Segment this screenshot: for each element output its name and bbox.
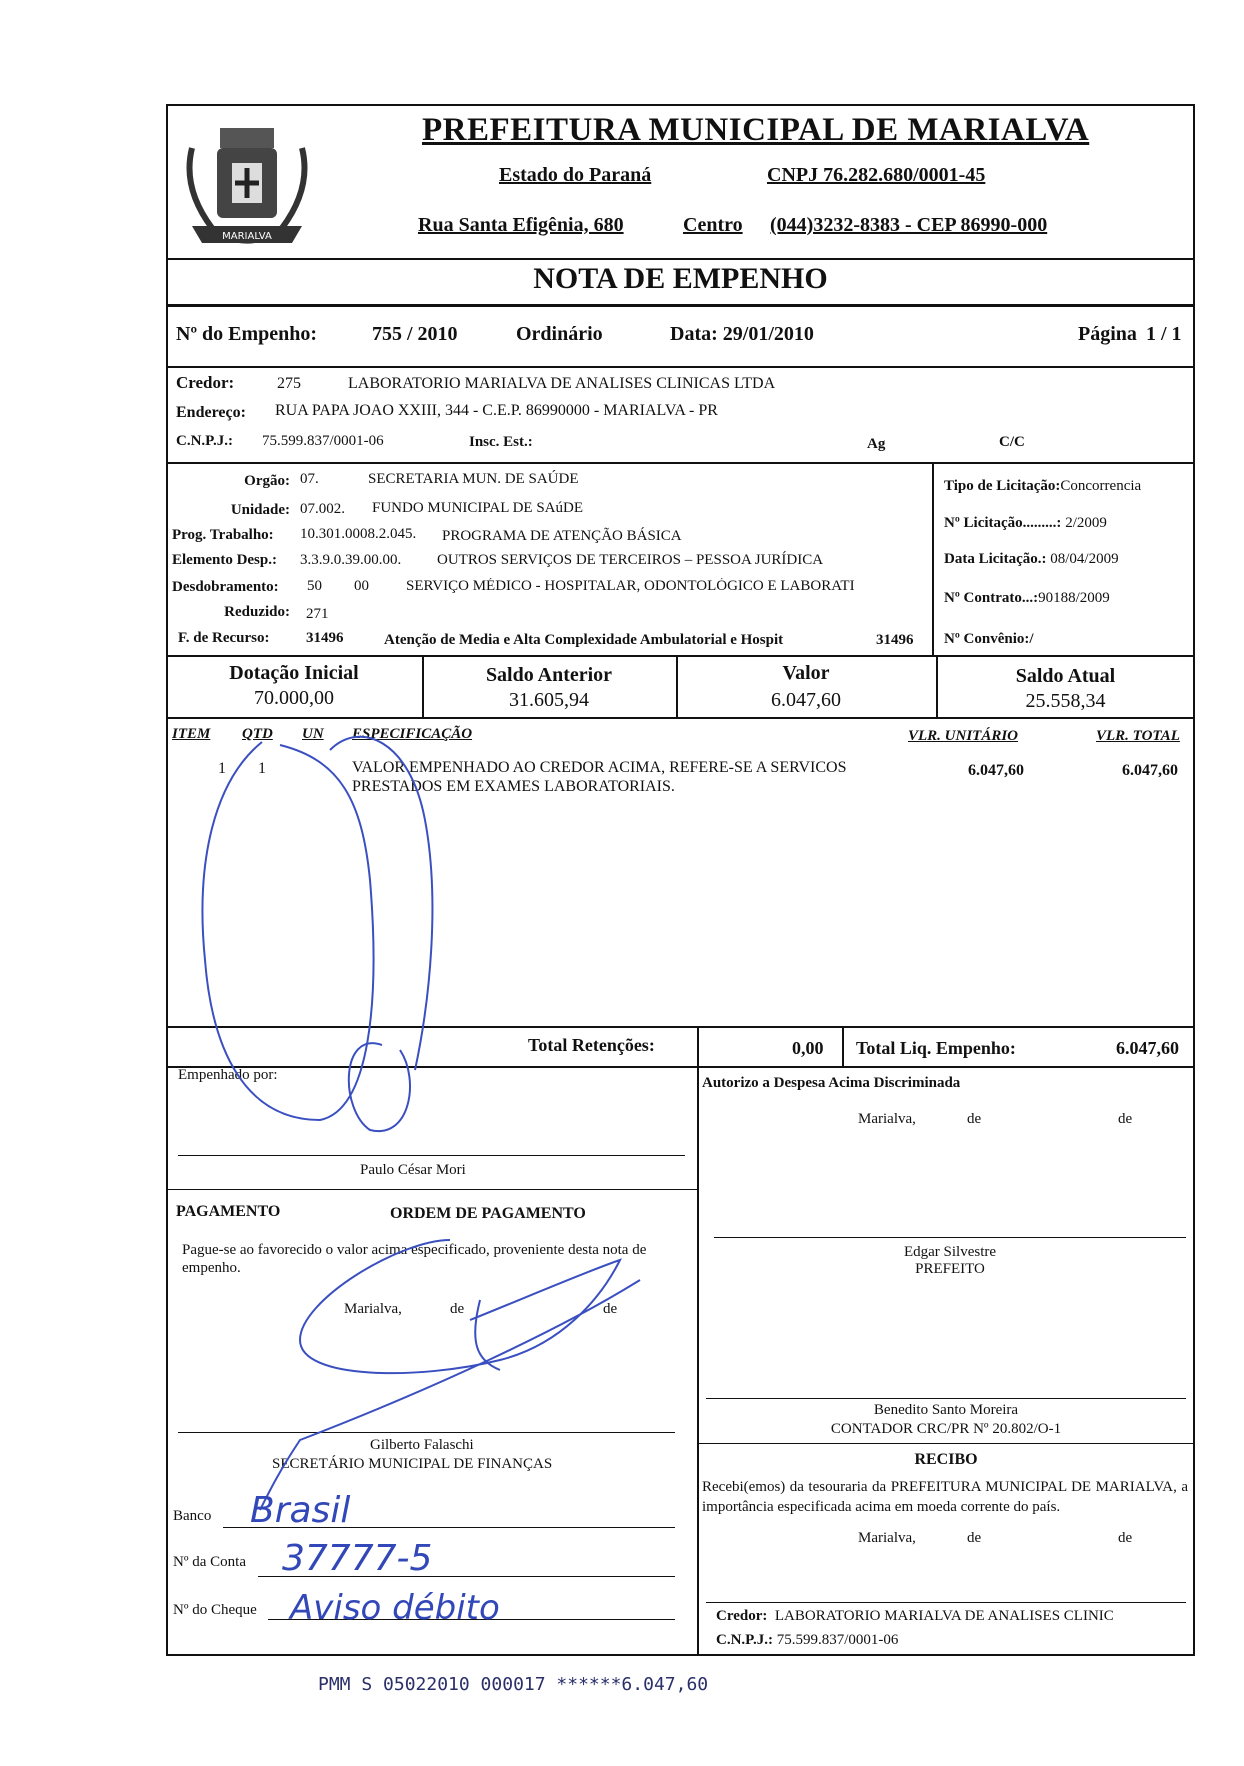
dotacao-label: Dotação Inicial <box>229 662 359 684</box>
col-especificacao: ESPECIFICAÇÃO <box>352 726 473 742</box>
col-un: UN <box>302 726 324 742</box>
svg-text:MARIALVA: MARIALVA <box>222 231 272 242</box>
recurso-code2: 31496 <box>876 632 914 648</box>
convenio-label: Nº Convênio:/ <box>944 631 1034 647</box>
prog-code: 10.301.0008.2.045. <box>300 526 417 542</box>
valor-value: 6.047,60 <box>771 689 841 711</box>
marialva-recibo: Marialva, <box>858 1530 916 1546</box>
endereco-value: RUA PAPA JOAO XXIII, 344 - C.E.P. 86990000 - MARIALVA - PR <box>275 402 718 419</box>
orgao-name: SECRETARIA MUN. DE SAÚDE <box>368 471 579 487</box>
reduzido-value: 271 <box>306 606 329 622</box>
data-licitacao-label: Data Licitação.: <box>944 551 1047 567</box>
saldo-anterior-label: Saldo Anterior <box>485 664 613 686</box>
contador-name: Benedito Santo Moreira <box>873 1402 1019 1418</box>
item-number: 1 <box>218 760 226 777</box>
credor-code: 275 <box>277 375 301 392</box>
recibo-title: RECIBO <box>914 1451 978 1468</box>
saldo-atual-label: Saldo Atual <box>1015 665 1116 687</box>
address-label: Rua Santa Efigênia, 680 <box>418 214 624 236</box>
page-number: 1 / 1 <box>1146 323 1182 345</box>
empenho-number-label: Nº do Empenho: <box>176 323 318 345</box>
unidade-label: Unidade: <box>230 502 290 518</box>
ordem-pagamento-label: ORDEM DE PAGAMENTO <box>390 1205 586 1222</box>
data-licitacao-value: 08/04/2009 <box>1050 551 1119 567</box>
handwriting-conta: 37777-5 <box>282 1538 433 1579</box>
empenhado-name: Paulo César Mori <box>360 1162 466 1178</box>
cc-label: C/C <box>999 434 1025 450</box>
marialva-right: Marialva, <box>858 1111 916 1127</box>
marialva-left: Marialva, <box>344 1301 402 1317</box>
saldo-anterior-value: 31.605,94 <box>509 689 589 711</box>
unidade-name: FUNDO MUNICIPAL DE SAúDE <box>372 500 583 516</box>
item-unit-value: 6.047,60 <box>968 762 1024 779</box>
prog-name: PROGRAMA DE ATENÇÃO BÁSICA <box>442 528 682 544</box>
finance-name: Gilberto Falaschi <box>370 1437 474 1453</box>
ag-label: Ag <box>867 436 886 452</box>
banco-label: Banco <box>173 1508 212 1524</box>
desdobramento-code1: 50 <box>307 578 322 594</box>
conta-label: Nº da Conta <box>173 1554 246 1570</box>
recurso-name: Atenção de Media e Alta Complexidade Ambulatorial e Hospit <box>384 632 784 648</box>
reduzido-label: Reduzido: <box>224 604 290 620</box>
handwriting-banco: Brasil <box>250 1490 351 1531</box>
page-title: PREFEITURA MUNICIPAL DE MARIALVA <box>422 112 1090 148</box>
liq-value: 6.047,60 <box>1116 1038 1179 1058</box>
col-vlr-unitario: VLR. UNITÁRIO <box>908 728 1019 744</box>
orgao-label: Orgão: <box>244 473 290 489</box>
elemento-name: OUTROS SERVIÇOS DE TERCEIROS – PESSOA JURÍDICA <box>437 552 824 568</box>
item-spec-line2: PRESTADOS EM EXAMES LABORATORIAIS. <box>352 778 675 795</box>
insc-est-label: Insc. Est.: <box>469 434 533 450</box>
recibo-credor-label: Credor: <box>716 1608 768 1624</box>
recibo-credor-name: LABORATORIO MARIALVA DE ANALISES CLINIC <box>774 1608 1114 1624</box>
endereco-label: Endereço: <box>176 404 246 421</box>
empenho-date: Data: 29/01/2010 <box>670 323 814 345</box>
cnpj-credor-value: 75.599.837/0001-06 <box>262 433 384 449</box>
recibo-cnpj-value: 75.599.837/0001-06 <box>776 1632 899 1648</box>
recurso-label: F. de Recurso: <box>178 630 270 646</box>
num-licitacao-value: 2/2009 <box>1065 515 1107 531</box>
de-right-1: de <box>967 1111 982 1127</box>
item-spec-line1: VALOR EMPENHADO AO CREDOR ACIMA, REFERE-SE A SERVICOS <box>352 759 847 776</box>
recibo-cnpj-label: C.N.P.J.: <box>716 1632 773 1648</box>
retencoes-value: 0,00 <box>792 1038 824 1058</box>
recurso-code: 31496 <box>306 630 344 646</box>
tipo-licitacao-label: Tipo de Licitação: <box>944 478 1061 494</box>
de-recibo-2: de <box>1118 1530 1133 1546</box>
valor-label: Valor <box>782 662 830 684</box>
prefeito-name: Edgar Silvestre <box>903 1244 997 1260</box>
de-left-2: de <box>603 1301 618 1317</box>
credor-name: LABORATORIO MARIALVA DE ANALISES CLINICAS LTDA <box>348 375 776 392</box>
prog-label: Prog. Trabalho: <box>172 527 274 543</box>
ordem-text: Pague-se ao favorecido o valor acima especificado, proveniente desta nota de empenho. <box>182 1242 647 1276</box>
elemento-code: 3.3.9.0.39.00.00. <box>300 552 402 568</box>
document-title: NOTA DE EMPENHO <box>533 262 828 295</box>
dotacao-value: 70.000,00 <box>254 687 334 709</box>
state-label: Estado do Paraná <box>499 164 652 186</box>
empenho-type: Ordinário <box>516 323 603 345</box>
elemento-label: Elemento Desp.: <box>172 552 277 568</box>
retencoes-label: Total Retenções: <box>528 1035 655 1055</box>
contrato-value: 90188/2009 <box>1038 590 1110 606</box>
tipo-licitacao-value: Concorrencia <box>1060 478 1142 494</box>
contador-role: CONTADOR CRC/PR Nº 20.802/O-1 <box>830 1421 1062 1437</box>
de-left-1: de <box>450 1301 465 1317</box>
handwriting-cheque: Aviso débito <box>290 1588 500 1628</box>
col-qtd: QTD <box>242 726 273 742</box>
district-label: Centro <box>683 214 743 236</box>
col-item: ITEM <box>172 726 211 742</box>
saldo-atual-value: 25.558,34 <box>1025 690 1106 712</box>
de-recibo-1: de <box>967 1530 982 1546</box>
unidade-code: 07.002. <box>300 501 345 517</box>
recibo-text: Recebi(emos) da tesouraria da PREFEITURA MUNICIPAL DE MARIALVA, a importância especificada acima em moeda corrente do país. <box>702 1479 1188 1515</box>
orgao-code: 07. <box>300 471 319 487</box>
item-qtd: 1 <box>258 760 266 777</box>
finance-role: SECRETÁRIO MUNICIPAL DE FINANÇAS <box>272 1456 553 1472</box>
item-total-value: 6.047,60 <box>1122 762 1178 779</box>
page-label: Página <box>1078 323 1137 345</box>
credor-label: Credor: <box>176 373 235 392</box>
contrato-label: Nº Contrato...: <box>944 590 1039 606</box>
num-licitacao-label: Nº Licitação.........: <box>944 515 1062 531</box>
desdobramento-label: Desdobramento: <box>172 579 279 595</box>
cnpj-credor-label: C.N.P.J.: <box>176 433 233 449</box>
pagamento-label: PAGAMENTO <box>176 1203 281 1220</box>
desdobramento-name: SERVIÇO MÉDICO - HOSPITALAR, ODONTOLÓGICO E LABORATI <box>406 578 855 594</box>
cnpj-label: CNPJ 76.282.680/0001-45 <box>767 164 986 186</box>
autorizo-label: Autorizo a Despesa Acima Discriminada <box>702 1075 961 1091</box>
desdobramento-code2: 00 <box>354 578 369 594</box>
prefeito-role: PREFEITO <box>915 1261 985 1277</box>
cheque-label: Nº do Cheque <box>173 1602 257 1618</box>
empenhado-label: Empenhado por: <box>178 1067 278 1083</box>
empenho-number: 755 / 2010 <box>372 323 458 345</box>
payment-stamp: PMM S 05022010 000017 ******6.047,60 <box>318 1674 709 1695</box>
phone-cep-label: (044)3232-8383 - CEP 86990-000 <box>770 214 1048 236</box>
de-right-2: de <box>1118 1111 1133 1127</box>
liq-label: Total Liq. Empenho: <box>856 1038 1016 1058</box>
col-vlr-total: VLR. TOTAL <box>1096 728 1180 744</box>
